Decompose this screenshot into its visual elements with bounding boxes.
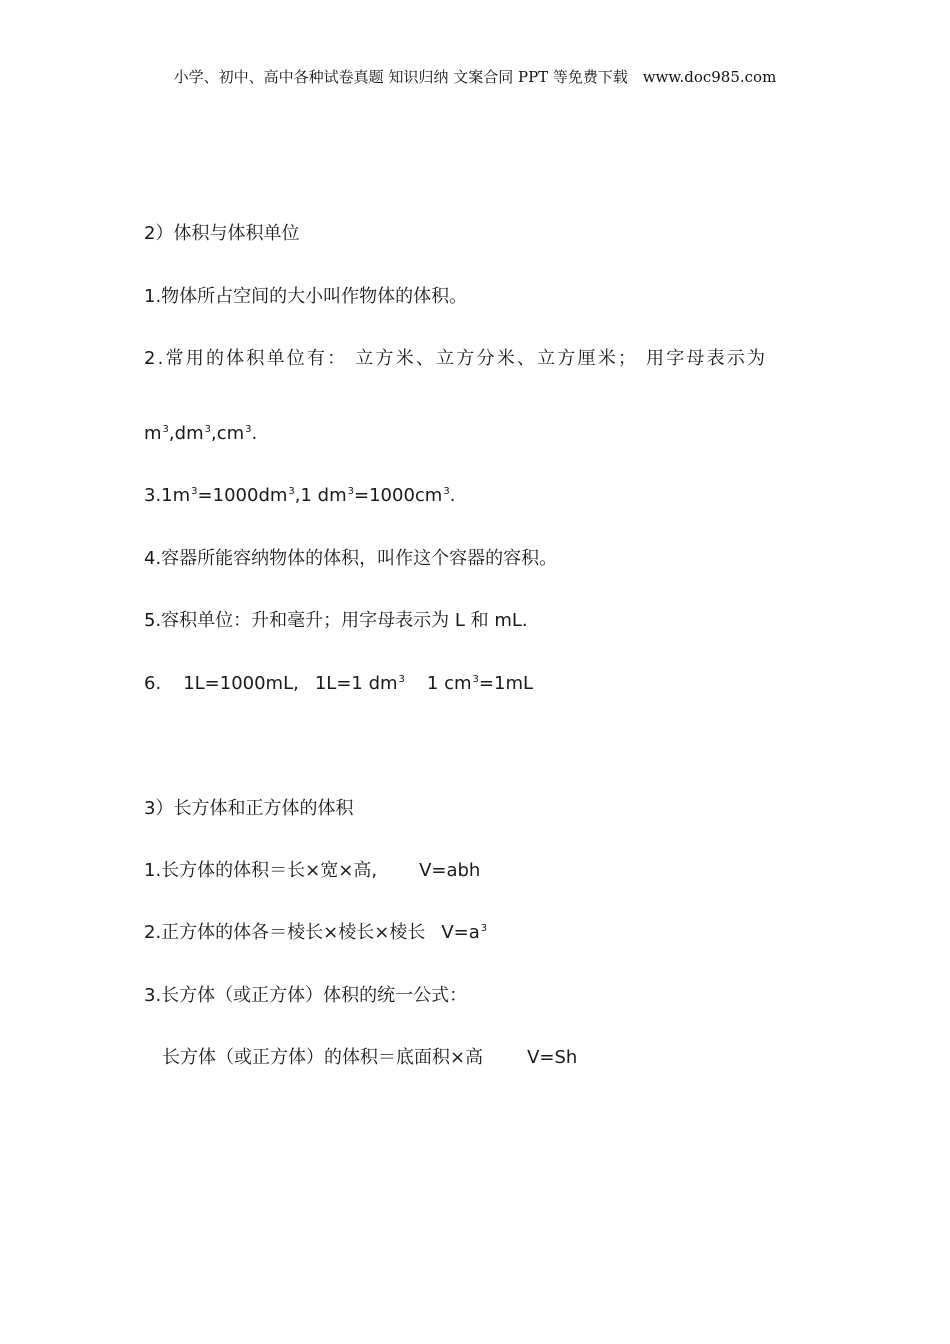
page-header bbox=[0, 66, 950, 87]
unit-cm: ,cm bbox=[210, 423, 245, 444]
section2-item2-units bbox=[144, 422, 257, 446]
item6-part: 1L=1 dm bbox=[314, 673, 398, 694]
item3-part: 3.1m bbox=[144, 485, 191, 506]
section2-item1: 1.物体所占空间的大小叫作物体的体积。 bbox=[144, 286, 468, 307]
unit-exp: 3 bbox=[162, 424, 169, 435]
section2-item2: 2.常用的体积单位有： 立方米、立方分米、立方厘米； 用字母表示为 bbox=[144, 348, 768, 369]
item6-number: 6. bbox=[144, 673, 162, 694]
formula: V=Sh bbox=[527, 1047, 578, 1068]
item3-part: . bbox=[449, 485, 456, 506]
item-text: 2.正方体的体各＝棱长×棱长×棱长 bbox=[144, 922, 426, 943]
unit-end: . bbox=[251, 423, 258, 444]
formula: V=a bbox=[441, 922, 480, 943]
unit-dm: ,dm bbox=[168, 423, 204, 444]
item6-part: 1 cm bbox=[426, 673, 472, 694]
section2-title: 2）体积与体积单位 bbox=[144, 223, 300, 244]
unit-exp: 3 bbox=[204, 424, 211, 435]
item3-exp: 3 bbox=[288, 486, 295, 497]
item6-exp: 3 bbox=[472, 674, 479, 685]
item3-part: ,1 dm bbox=[294, 485, 347, 506]
item3-part: =1000dm bbox=[197, 485, 288, 506]
item6-part: =1mL bbox=[478, 673, 534, 694]
unit-exp: 3 bbox=[245, 424, 252, 435]
header-text: 小学、初中、高中各种试卷真题 知识归纳 文案合同 PPT 等免费下载 bbox=[173, 68, 628, 86]
formula-exp: 3 bbox=[480, 923, 488, 934]
section3-item2 bbox=[144, 921, 487, 945]
item3-part: =1000cm bbox=[354, 485, 443, 506]
section3-title: 3）长方体和正方体的体积 bbox=[144, 798, 354, 819]
item-text: 长方体（或正方体）的体积＝底面积×高 bbox=[162, 1047, 484, 1068]
item3-exp: 3 bbox=[191, 486, 198, 497]
section3-item1 bbox=[144, 859, 480, 883]
section2-item4: 4.容器所能容纳物体的体积，叫作这个容器的容积。 bbox=[144, 548, 558, 569]
item6-part: 1L=1000mL, bbox=[183, 673, 299, 694]
section3-item3: 3.长方体（或正方体）体积的统一公式： bbox=[144, 985, 468, 1006]
formula: V=abh bbox=[419, 860, 481, 881]
item-text: 1.长方体的体积＝长×宽×高, bbox=[144, 860, 378, 881]
section2-item6 bbox=[144, 672, 533, 696]
item3-exp: 3 bbox=[443, 486, 450, 497]
item6-exp: 3 bbox=[398, 674, 405, 685]
section3-item3-sub bbox=[162, 1046, 577, 1070]
unit-m: m bbox=[144, 423, 162, 444]
section2-item3 bbox=[144, 484, 455, 508]
section2-item5: 5.容积单位：升和毫升；用字母表示为 L 和 mL. bbox=[144, 610, 528, 631]
header-url: www.doc985.com bbox=[642, 68, 777, 86]
item3-exp: 3 bbox=[347, 486, 355, 497]
